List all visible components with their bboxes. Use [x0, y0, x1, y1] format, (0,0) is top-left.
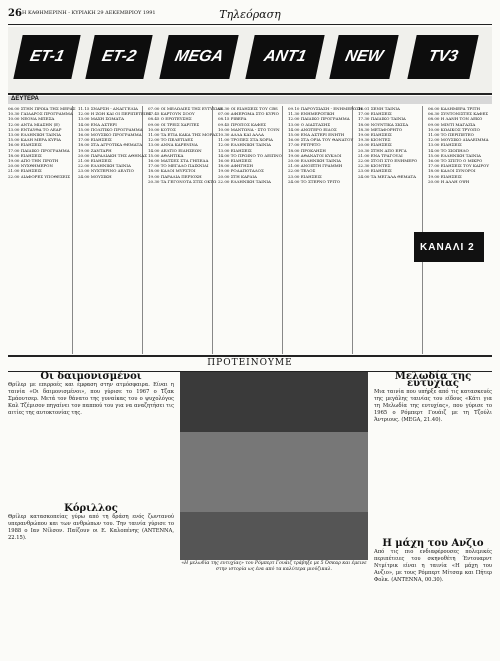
program-listing: 09.00 ΟΙ ΤΡΕΙΣ ΧΑΡΙΤΕΣ: [148, 121, 200, 127]
program-listing: 15.00 ΑΘΛΗΤΙΚΑ: [148, 152, 184, 158]
article: [8, 373, 174, 417]
publication-line: Η ΚΑΘΗΜΕΡΙΝΗ - ΚΥΡΙΑΚΗ 29 ΔΕΚΕΜΒΡΙΟΥ 1991: [22, 10, 156, 16]
recommend-title: ΠΡΟΤΕΙΝΟΥΜΕ: [207, 358, 293, 368]
program-listing: 06.30 ΣΥΝΤΟΝΙΣΤΕΣ ΚΑΦΕΣ: [428, 111, 489, 117]
article-title: Οι δαιμονισμένοι: [40, 371, 142, 382]
program-listing: 09.10 ΠΑΡΟΥΣΙΑΣΗ - ΕΝΗΜΕΡΩΣΗ: [288, 106, 363, 111]
program-listing: 15.00 ΕΝΑ ΑΣΤΕΡΙ ΕΝΗΤΗ: [288, 132, 345, 138]
program-listing: 13.00 ΕΛΛΗΝΙΚΗ ΤΑΙΝΙΑ: [8, 132, 61, 138]
program-listing: 13.00 ΕΝΤΑΥΘΑ ΤΟ ΛΕΑΡ: [8, 126, 62, 132]
program-listing: 14.00 ΑΝΩΤΕΡΟ ΕΙΔΟΣ: [288, 126, 337, 132]
channel-column: [8, 106, 76, 354]
program-listing: 10.00 ΚΩΔΙΚΟΣ ΤΡΥΟΠΟ: [428, 126, 480, 132]
kanali2-logo: [414, 232, 484, 262]
program-listing: 09.00 ΜΙΝΤΙ ΜΑΓΑΖΙΑ: [428, 121, 476, 127]
program-listing: 17.00 ΕΙΔΗΣΕΙΣ: [78, 137, 112, 143]
program-listing: 19.00 ΕΙΔΗΣΕΙΣ: [428, 173, 462, 179]
program-listing: 15.00 ΕΛΛΗΝΙΚΗ ΤΑΙΝΙΑ: [428, 152, 481, 158]
program-listing: 16.00 ΣΤΑ ΟΡΙΑ ΤΟΥ ΘΑΝΑΤΟΥ: [288, 137, 354, 143]
article-body: Μια ταινία που υπήρξε από τις κατασκευές της μεγάλης ταινίας του είδους «Κάτι για τη Μελωδία της ευτυχίας», που γύρισε το 1965 ο Ρόμπερτ Γουάιζ με τη Τζούλι Άντριους. (MEGA, 21.40).: [374, 389, 492, 423]
program-listing: 13.00 ΜΑΧΗ ΣΩΜΑΤΑ: [78, 116, 124, 122]
program-listing: 16.00 ΜΟΥΣΙΚΟ ΠΡΟΓΡΑΜΜΑ: [78, 132, 142, 138]
program-listing: 20.00 ΕΛΛΗΝΙΚΗ ΤΑΙΝΙΑ: [288, 158, 341, 164]
program-listing: 12.00 ΠΑΙΔΙΚΟ ΠΡΟΓΡΑΜΜΑ: [288, 116, 350, 122]
article: [374, 373, 492, 424]
program-listing: 11.00 ΤΡΟΠΕΣ ΣΤΑ ΧΩΡΙΑ: [218, 137, 273, 143]
channel-column: [428, 106, 492, 226]
program-listing: 24.00 ΤΟ ΣΤΕΡΝΟ ΤΡΙΤΟ: [288, 178, 340, 184]
program-listing: 14.00 ΔΕΛΤΙΟ ΕΙΔΗΣΕΩΝ: [148, 147, 202, 153]
recommend-banner: [8, 355, 492, 372]
day-bar: [8, 96, 492, 104]
channel-column: [358, 106, 423, 354]
channel-logo-et1: ET-1: [13, 35, 80, 79]
program-listing: 10.00 ΚΟΤΟΣ: [148, 126, 176, 132]
program-listing: 18.00 ΣΤΑ ΑΓΡΟΤΙΚΑ ΘΕΜΑΤΑ: [78, 142, 143, 148]
program-listing: 16.00 ΕΙΔΗΣΕΙΣ: [8, 142, 42, 148]
program-listing: 06.30 ΟΙ ΕΙΔΗΣΕΙΣ ΤΟΥ CBS: [218, 106, 278, 111]
program-listing: 14.00 ΤΟ ΠΡΩΙΝΟ ΤΟ ΔΕΙΠΝΟ: [218, 152, 282, 158]
program-listing: 15.00 ΠΟΛΙΤΙΚΟ ΠΡΟΓΡΑΜΜΑ: [78, 126, 143, 132]
program-listing: 08.15 ΡΙΒΕΡΑ: [218, 116, 247, 122]
program-listing: 20.00 ΝΥΧΘΗΜΕΡΟΝ: [8, 163, 53, 169]
article-body: Θρίλερ κατασκοπείας γύρω από τη δράση ενός ζωντανού υπερανθρώπου και των ανθρώπων του. Την ταινία γύρισε το 1988 ο Ιαν Νίλσον. Παίζουν οι Ε. Καλοπένης (ANTENNA, 22.15).: [8, 514, 174, 541]
program-listing: 16.01 ΣΕΝΗ ΤΑΙΝΙΑ: [358, 106, 400, 111]
program-listing: 19.00 ΠΑΡΑΛΙΑ ΠΕΡΙΟΧΗ: [148, 173, 202, 179]
program-listing: 10.00 ΝΕΟΝΑ ΜΠΕΣΑ: [8, 116, 55, 122]
program-listing: 13.00 ΑΝΝΑ ΚΑΡΕΝΙΝΑ: [148, 142, 198, 148]
program-listing: 10.30 ΓΑΙΔΑΡΟΣ ΠΡΟΓΡΑΜΜΑ: [8, 111, 73, 117]
channel-column: [78, 106, 152, 354]
program-listing: 11.00 ΤΟ ΠΕΡΙΠΕΤΕΟ: [428, 132, 474, 138]
channel-column: [218, 106, 283, 354]
program-listing: 23.00 ΕΙΔΗΣΕΙΣ: [288, 173, 322, 179]
program-listing: 21.00 ΕΙΔΗΣΕΙΣ: [8, 168, 42, 174]
channel-column: [288, 106, 363, 354]
program-listing: 12.00 ΑΝΤΑ ΜΙΑΣΗΝ (Ε): [8, 121, 60, 127]
listings: [8, 106, 492, 354]
program-listing: 18.00 ΚΑΛΟΙ ΣΥΝΟΡΟΙ: [428, 168, 476, 174]
program-listing: 17.00 ΤΟ ΜΕΓΑΛΟ ΠΑΙΧΝΙΔΙ: [148, 163, 209, 169]
program-listing: 07.00 ΑΦΙΕΡΩΜΑ ΣΤΟ ΚΥΡΙΟ: [218, 111, 279, 117]
channel-logo-tv3: TV3: [407, 35, 478, 79]
program-listing: 20.00 Η ΑΛΛΗ ΟΨΗ: [428, 178, 470, 184]
article: [374, 540, 492, 584]
program-listing: 16.00 ΤΟ ΣΠΙΤΟ Ο ΜΙΚΡΟ: [428, 158, 483, 164]
program-listing: 10.30 ΑΛΛΑ ΚΑΙ ΑΛΛΑ: [218, 132, 264, 138]
program-listing: 20.30 ΣΤΗΝ ΑΠΟ ΕΡΓΑ: [358, 147, 407, 153]
program-listing: 17.00 ΡΕΤΡΕΤΟ: [288, 142, 321, 148]
program-listing: 06.00 ΣΤΗΝ ΠΡΩΙΑ ΤΗΣ ΜΕΡΑΣ: [8, 106, 76, 111]
article: [8, 505, 174, 542]
program-listing: 18.00 ΑΦΗΓΗΣΗ: [218, 163, 253, 169]
program-listing: 18.30 ΜΕΤΑΦΟΡΗΤΟ: [358, 126, 402, 132]
program-listing: 19.00 ΖΑΝΤΑΡΗ: [78, 147, 112, 153]
program-listing: 20.00 ΕΙΔΗΣΕΙΣ: [358, 142, 392, 148]
program-listing: 15.00 ΚΑΛΗ ΜΕΡΑ ΚΥΡΙΑ: [8, 137, 61, 143]
program-listing: 21.00 ΕΙΔΗΣΕΙΣ: [78, 158, 112, 164]
concert-photo: [180, 372, 368, 560]
program-listing: 12.00 ΜΟΥΣΙΚΟ ΔΙΑΛΕΙΜΜΑ: [428, 137, 489, 143]
program-listing: 18.00 ΠΡΟΚΛΗΣΗ: [288, 147, 326, 153]
program-listing: 12.00 ΤΟ ΠΕΛΕΤΙΔΕΣ: [148, 137, 194, 143]
article-body: Θρίλερ με επιρροές και έμφαση στην ατμόσφαιρα. Είναι η ταινία «Οι δαιμονισμένοι», που γύρισε το 1967 ο Τζακ Σμάουτσερ. Μετά τον θάνατο της γυναίκας του ο ψυχολόγος Καλ Τζέμισον πηγαίνει τον παππού του για να αναζητήσει τις αιτίες της αυτοκτονίας της.: [8, 382, 174, 416]
program-listing: 22.00 ΕΛΛΗΝΙΚΗ ΤΑΙΝΙΑ: [218, 178, 271, 184]
program-listing: 21.00 ΕΝΑ ΤΡΑΓΟΥΔΙ: [358, 152, 403, 158]
program-listing: 11.15 ΣΝΑΡΣΗ - ΑΝΑΓΓΕΛΙΑ: [78, 106, 138, 111]
program-listing: 10.00 ΜΑΝΤΩΝΑ - ΣΤΟ ΤΟΥΝ: [218, 126, 280, 132]
program-listing: 22.00 ΕΛΛΗΝΙΚΗ ΤΑΙΝΙΑ: [78, 163, 131, 169]
program-listing: 06.00 ΚΑΛΗΜΕΡΑ ΤΡΙΤΗ: [428, 106, 480, 111]
program-listing: 19.00 ΡΟΔΑΠΟΤΑΛΟΣ: [218, 168, 264, 174]
program-listing: 11.30 ΕΝΗΜΕΡΩΤΙΚΗ: [288, 111, 335, 117]
kanali2-label: ΚΑΝΑΛΙ 2: [420, 242, 475, 253]
program-listing: 17.00 ΠΑΙΔΙΚΟ ΠΡΟΓΡΑΜΜΑ: [8, 147, 70, 153]
program-listing: 23.00 ΕΙΔΗΣΕΙΣ: [358, 168, 392, 174]
program-listing: 14.00 ΤΟ ΣΙΩΠΗΛΟ: [428, 147, 469, 153]
program-listing: 22.00 ΔΙΑΦΟΡΕΣ ΥΠΟΘΕΣΕΙΣ: [8, 173, 71, 179]
day-label: ΔΕΥΤΕΡΑ: [11, 96, 39, 102]
article-title: Μελωδία της ευτυχίας: [394, 371, 472, 389]
page-number: 26: [8, 8, 22, 19]
photo-caption: «Η μελωδία της ευτυχίας» του Ρόμπερτ Γουάιζ τράβηξε με 5 Όσκαρ και έμεινε στην ιστορία ως ένα από τα καλύτερα μιούζικαλ.: [181, 561, 367, 572]
program-listing: 18.00 ΝΟΥΝΤΙΚΑ ΣΚΙΣΑ: [358, 121, 409, 127]
program-listing: 22.00 ΣΤΟΠ ΣΤΟ ΕΝΗΜΕΡΟ: [358, 158, 418, 164]
program-listing: 17.00 ΕΙΔΗΣΕΙΣ ΤΟΥ ΚΑΙΡΟΥ: [428, 163, 489, 169]
page-header: [8, 8, 492, 25]
program-listing: 08.45 Ο ΕΡΩΤΕΥΣΗΣ: [148, 116, 192, 122]
section-title: Τηλεόραση: [219, 8, 281, 21]
program-listing: 16.00 ΜΑΤΣΕΣ ΣΤΑ ΓΗΠΕΔΑ: [148, 158, 209, 164]
program-listing: 20.30 ΤΑ ΓΕΓΟΝΟΤΑ ΣΤΙΣ ΟΚΤΩ: [148, 178, 217, 184]
program-listing: 16.00 ΕΙΔΗΣΕΙΣ: [218, 158, 252, 164]
program-listing: 14.00 ΕΝΑ ΑΣΤΕΡΙ: [78, 121, 117, 127]
program-listing: 19.00 ΑΘΑΝΑΤΟΙ ΚΥΚΛΟΙ: [288, 152, 342, 158]
program-listing: 12.00 ΕΛΛΗΝΙΚΗ ΤΑΙΝΙΑ: [218, 142, 271, 148]
article-title: Κόριλλος: [64, 503, 118, 514]
program-listing: 19.30 ΚΙΟΝΤΕΣ: [358, 137, 391, 143]
program-listing: 13.00 ΕΙΔΗΣΕΙΣ: [428, 142, 462, 148]
article-title: Η μάχη του Ανζιο: [382, 538, 484, 549]
program-listing: 07.00 ΟΙ ΜΕΛΩΔΙΕΣ ΤΗΣ ΕΥΤΥΧΙΑΣ: [148, 106, 223, 111]
program-listing: 12.00 Η ΖΩΗ ΚΑΙ ΟΙ ΠΕΡΙΠΕΤΕΙΕΣ: [78, 111, 152, 117]
program-listing: 11.00 ΤΑ ΕΤΙΑ ΚΑΚΑ ΤΗΣ ΜΟΡΑΣ: [148, 132, 218, 138]
program-listing: 18.00 ΕΙΔΗΣΕΙΣ: [8, 152, 42, 158]
program-listing: 13.00 Ο ΔΙΑΣΤΑΣΗΣ: [288, 121, 331, 127]
program-listing: 09.45 ΠΡΟΠΟΣ ΚΑΦΕΣ: [218, 121, 266, 127]
program-listing: 07.45 ΚΑΡΤΟΥΝ ΣΟΟΥ: [148, 111, 195, 117]
program-listing: 20.00 ΠΑΡΑΛΙΑΚΗ ΤΗΣ ΑΘΗΝΑΣ: [78, 152, 147, 158]
program-listing: 17.30 ΠΑΙΔΙΚΟ ΤΑΙΝΙΑ: [358, 116, 406, 122]
article-body: Από τις πιο ενδιαφέρουσες πολεμικές περιπέτειες του σκηνοθέτη Έντουαρντ Ντμίτρικ είναι η ταινία «Η μάχη του Ανζιο», με τους Ρόμπερτ Μίτσαμ και Πήτερ Φολκ. (ANTENNA, 00.30).: [374, 549, 492, 583]
channel-logo-mega: MEGA: [159, 35, 238, 79]
program-listing: 24.00 ΜΟΥΣΙΚΗ: [78, 173, 112, 179]
program-listing: 22.00 ΤΕΛΟΣ: [288, 168, 316, 174]
channel-logo-strip: [8, 27, 492, 95]
channel-logo-et2: ET-2: [85, 35, 152, 79]
program-listing: 22.30 ΚΙΟΝΤΕΣ: [358, 163, 391, 169]
program-listing: 19.00 ΕΙΔΗΣΕΙΣ: [358, 132, 392, 138]
program-listing: 13.00 ΕΙΔΗΣΕΙΣ: [218, 147, 252, 153]
program-listing: 17.00 ΕΙΔΗΣΕΙΣ: [358, 111, 392, 117]
program-listing: 08.00 Η ΛΑΝΗ ΤΟΝ ΔΕΚΟ: [428, 116, 483, 122]
program-listing: 21.00 ΑΝΟΙΞΤΗ ΓΡΑΜΜΗ: [288, 163, 343, 169]
program-listing: 24.00 ΤΑ ΜΕΓΑΛΑ ΘΕΜΑΤΑ: [358, 173, 417, 179]
channel-logo-new: NEW: [329, 35, 398, 79]
channel-column: [148, 106, 223, 354]
program-listing: 19.00 ΑΠΟ ΤΗΝ ΠΡΩΤΗ: [8, 158, 59, 164]
program-listing: 18.00 ΚΑΛΟΙ ΜΥΡΣΤΟΙ: [148, 168, 196, 174]
program-listing: 23.00 ΝΥΧΤΕΡΙΝΟ ΔΕΛΤΙΟ: [78, 168, 134, 174]
channel-logo-ant1: ANT1: [245, 35, 324, 79]
program-listing: 20.00 ΣΤΗ ΚΑΡΔΙΑ: [218, 173, 257, 179]
